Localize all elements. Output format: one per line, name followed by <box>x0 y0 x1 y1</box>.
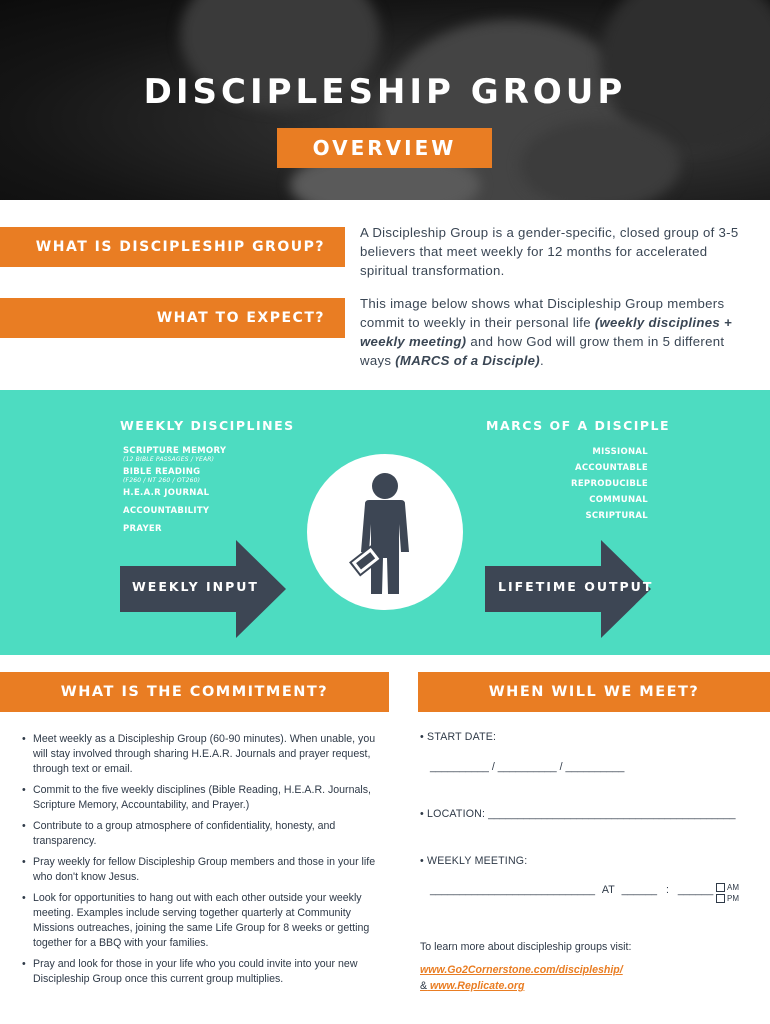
page-title: DISCIPLESHIP GROUP <box>143 72 627 112</box>
lifetime-output-label: LIFETIME OUTPUT <box>498 579 654 594</box>
ampersand: & <box>420 980 428 992</box>
learn-more-text: To learn more about discipleship groups visit: <box>420 941 632 953</box>
time-colon: : <box>665 884 669 896</box>
commitment-list <box>22 732 387 993</box>
discipline-item: SCRIPTURE MEMORY <box>123 446 227 456</box>
meeting-day-field[interactable]: ____________________________ <box>430 884 595 896</box>
list-item: • Pray and look for those in your life who you could invite into your new Discipleship Group once this current group multiplies. <box>22 957 387 987</box>
marcs-item: COMMUNAL <box>589 495 648 505</box>
marcs-list <box>571 447 648 527</box>
am-option[interactable] <box>716 882 739 893</box>
marcs-item: REPRODUCIBLE <box>570 479 648 489</box>
hour-field[interactable]: ______ <box>621 884 657 896</box>
discipline-item: H.E.A.R JOURNAL <box>123 488 210 498</box>
pm-checkbox[interactable] <box>716 894 725 903</box>
start-date-field[interactable]: __________ / __________ / __________ <box>430 761 625 773</box>
person-circle <box>307 454 463 610</box>
minute-field[interactable]: ______ <box>677 884 714 896</box>
disciple-diagram-band <box>0 390 770 655</box>
what-is-text: A Discipleship Group is a gender-specific, closed group of 3-5 believers that meet weekly for 12 months for accelerated spiritual transformation. <box>360 225 739 278</box>
what-is-tag: WHAT IS DISCIPLESHIP GROUP? <box>0 227 345 267</box>
discipline-item: PRAYER <box>123 524 162 534</box>
discipline-note: (12 BIBLE PASSAGES / YEAR) <box>123 456 215 463</box>
discipline-item: BIBLE READING <box>123 467 201 477</box>
weekly-disciplines-heading: WEEKLY DISCIPLINES <box>120 418 295 433</box>
weekly-input-label: WEEKLY INPUT <box>132 579 259 594</box>
location-field[interactable]: __________________________________________ <box>488 808 736 820</box>
weekly-disciplines-list <box>123 446 226 534</box>
hero-banner <box>0 0 770 200</box>
location-label: • LOCATION: <box>420 808 486 820</box>
overview-badge: OVERVIEW <box>277 128 492 168</box>
list-item: • Commit to the five weekly disciplines (Bible Reading, H.E.A.R. Journals, Scripture Memory, Accountability, and Prayer.) <box>22 783 387 813</box>
pm-label: PM <box>727 894 739 903</box>
start-date-label: • START DATE: <box>420 731 497 743</box>
cornerstone-link[interactable]: www.Go2Cornerstone.com/discipleship/ <box>420 964 623 976</box>
at-label: AT <box>601 884 615 896</box>
what-to-expect-text: This image below shows what Discipleship Group members commit to weekly in their personal life (weekly disciplines + weekly meeting) and how God will grow them in 5 different ways (MARCS of a Disciple). <box>360 296 732 368</box>
am-checkbox[interactable] <box>716 883 725 892</box>
list-item: • Meet weekly as a Discipleship Group (60-90 minutes). When unable, you will stay involved through sharing H.E.A.R. Journals and prayer request, through text or email. <box>22 732 387 777</box>
what-to-expect-tag: WHAT TO EXPECT? <box>0 298 345 338</box>
marcs-item: ACCOUNTABLE <box>574 463 648 473</box>
commitment-heading: WHAT IS THE COMMITMENT? <box>0 672 389 712</box>
marcs-item: MISSIONAL <box>592 447 648 457</box>
marcs-heading: MARCS OF A DISCIPLE <box>486 418 671 433</box>
replicate-link[interactable]: www.Replicate.org <box>430 980 525 992</box>
list-item: • Look for opportunities to hang out with each other outside your weekly meeting. Examples include serving together quarterly at Community Missions outreaches, joining the same Life Group for 8 weeks or getting together for a BBQ with your families. <box>22 891 387 951</box>
pm-option[interactable] <box>716 893 739 904</box>
discipline-note: (F260 / NT 260 / OT260) <box>123 477 201 484</box>
marcs-item: SCRIPTURAL <box>585 511 648 521</box>
am-pm-selector <box>716 882 739 904</box>
person-with-book-icon <box>307 454 463 610</box>
meet-heading: WHEN WILL WE MEET? <box>418 672 770 712</box>
discipline-item: ACCOUNTABILITY <box>123 506 210 516</box>
list-item: • Pray weekly for fellow Discipleship Group members and those in your life who don't know Jesus. <box>22 855 387 885</box>
list-item: • Contribute to a group atmosphere of confidentiality, honesty, and transparency. <box>22 819 387 849</box>
weekly-meeting-label: • WEEKLY MEETING: <box>420 855 528 867</box>
replicate-link-line <box>420 980 524 992</box>
am-label: AM <box>727 883 739 892</box>
